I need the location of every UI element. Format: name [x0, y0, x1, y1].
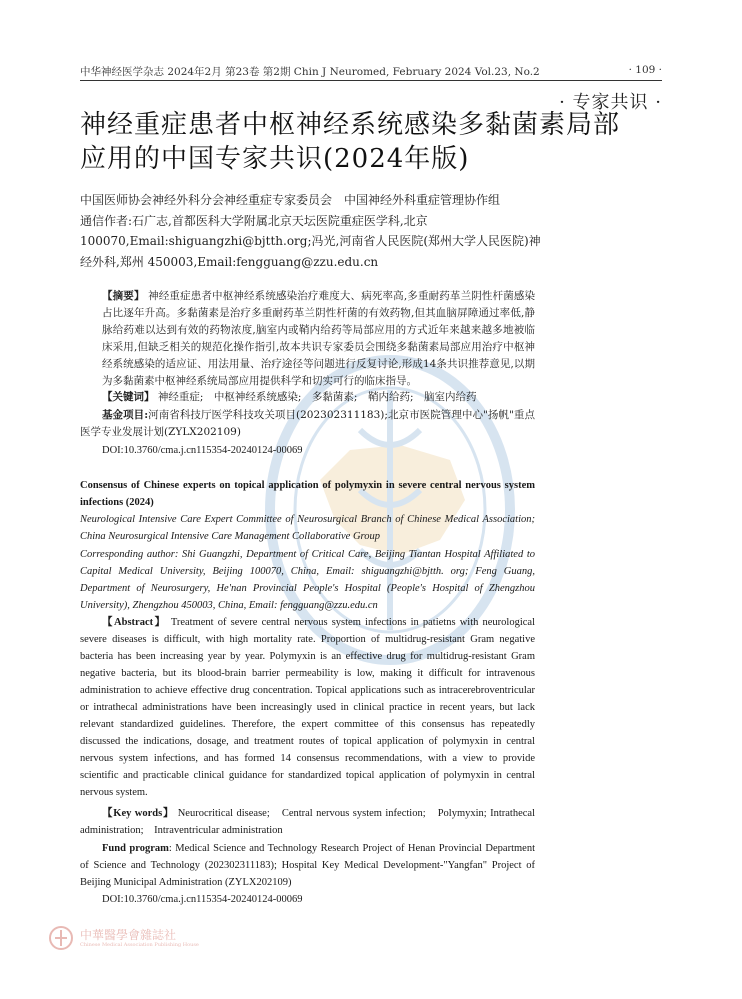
english-keywords — [80, 805, 535, 839]
abstract-cn-text: 神经重症患者中枢神经系统感染治疗难度大、病死率高,多重耐药革兰阴性杆菌感染占比逐年升高。多黏菌素是治疗多重耐药革兰阴性杆菌的有效药物,但其血脑屏障通过率低,静脉给药难以达到有效的药物浓度,脑室内或鞘内给药等局部应用的方式近年来越来越多地被临床采用,但缺乏相关的规范化操作指引,故本共识专家委员会围绕多黏菌素局部应用治疗中枢神经系统感染的适应证、用法用量、治疗途径等问题进行反复讨论,形成14条共识推荐意见,以期为多黏菌素中枢神经系统局部应用提供科学和切实可行的临床指导。 — [102, 290, 536, 387]
english-fund-label: Fund program — [102, 843, 169, 854]
publisher-logo — [48, 925, 368, 951]
english-title: Consensus of Chinese experts on topical application of polymyxin in severe central nervous system infections (2024) — [80, 480, 535, 508]
section-tag: · 专家共识 · — [559, 92, 662, 113]
author-group: 中国医师协会神经外科分会神经重症专家委员会 中国神经外科重症管理协作组 — [80, 193, 501, 207]
publisher-logo-icon — [48, 925, 74, 951]
english-keywords-label: 【Key words】 — [102, 808, 175, 819]
english-abstract — [80, 614, 535, 801]
english-abstract-text: Treatment of severe central nervous system infections in patietns with neurological severe diseases is difficult, with high mortality rate. Proportion of multidrug-resistant Gram negative bacteria has been increasing year by year. Polymyxin is an effective drug for multidrug-resistant Gram negative bacteria, but its blood-brain barrier permeability is low, making it difficult for intravenous administration to achieve effective drug concentration. Topical applications such as intracerebroventricular or intrathecal administrations have been increasingly used in clinical practice in recent years, but lack relevant standardized guidelines. Therefore, the expert committee of this consensus has repeatedly discussed the indications, dosage, and treatment routes of topical application of polymyxin in central nervous system infections, and has formed 14 consensus recommendations, with a view to provide scientific and practicable clinical guidance for standardized topical application of polymyxin in central nervous system. — [80, 617, 536, 798]
fund-cn-label: 基金项目: — [102, 409, 149, 421]
abstract-cn — [102, 288, 535, 390]
keywords-cn-text: 神经重症; 中枢神经系统感染; 多黏菌素; 鞘内给药; 脑室内给药 — [157, 391, 477, 403]
english-doi: DOI:10.3760/cma.j.cn115354-20240124-00069 — [102, 894, 303, 905]
keywords-cn — [102, 389, 535, 406]
english-keywords-text: Neurocritical disease; Central nervous system infection; Polymyxin; Intrathecal administration; Intraventricular administration — [80, 808, 536, 836]
page-number: · 109 · — [628, 64, 662, 76]
fund-cn-text: 河南省科技厅医学科技攻关项目(202302311183);北京市医院管理中心"扬帆"重点医学专业发展计划(ZYLX202109) — [80, 409, 535, 438]
article-title: 神经重症患者中枢神经系统感染多黏菌素局部应用的中国专家共识(2024年版) — [80, 110, 621, 174]
english-fund — [80, 840, 535, 891]
publisher-name: 中華醫學會雜誌社 — [80, 928, 177, 942]
english-abstract-label: 【Abstract】 — [102, 617, 167, 628]
abstract-cn-label: 【摘要】 — [102, 290, 145, 302]
english-fund-text: : Medical Science and Technology Research Project of Henan Provincial Department of Science and Technology (202302311183); Hospital Key Medical Development-"Yangfan" Project of Beijing Municipal Administration (ZYLX202109) — [80, 843, 535, 888]
publisher-name-en: Chinese Medical Association Publishing House — [80, 942, 199, 948]
author-block — [80, 190, 550, 272]
keywords-cn-label: 【关键词】 — [102, 391, 155, 403]
fund-cn — [80, 407, 535, 441]
running-header: 中华神经医学杂志 2024年2月 第23卷 第2期 Chin J Neuromed, February 2024 Vol.23, No.2 — [80, 66, 540, 78]
english-corresponding-author: Corresponding author: Shi Guangzhi, Department of Critical Care, Beijing Tiantan Hospital Affiliated to Capital Medical University, Beijing 100070, China, Email: shiguangzhi@bjtth. org; Feng Guang, Department of Neurosurgery, He'nan Provincial People's Hospital (People's Hospital of Zhengzhou University), Zhengzhou 450003, China, Email: fengguang@zzu.edu.cn — [80, 548, 535, 612]
english-author-group: Neurological Intensive Care Expert Committee of Neurosurgical Branch of Chinese Medical Association; China Neurosurgical Intensive Care Management Collaborative Group — [80, 514, 535, 543]
corresponding-author: 通信作者:石广志,首都医科大学附属北京天坛医院重症医学科,北京 100070,Email:shiguangzhi@bjtth.org;冯光,河南省人民医院(郑州大学人民医院)神经外科,郑州 450003,Email:fengguang@zzu.edu.cn — [80, 213, 541, 269]
english-authors — [80, 511, 535, 615]
doi-cn: DOI:10.3760/cma.j.cn115354-20240124-00069 — [102, 445, 303, 456]
header-rule — [80, 80, 662, 81]
